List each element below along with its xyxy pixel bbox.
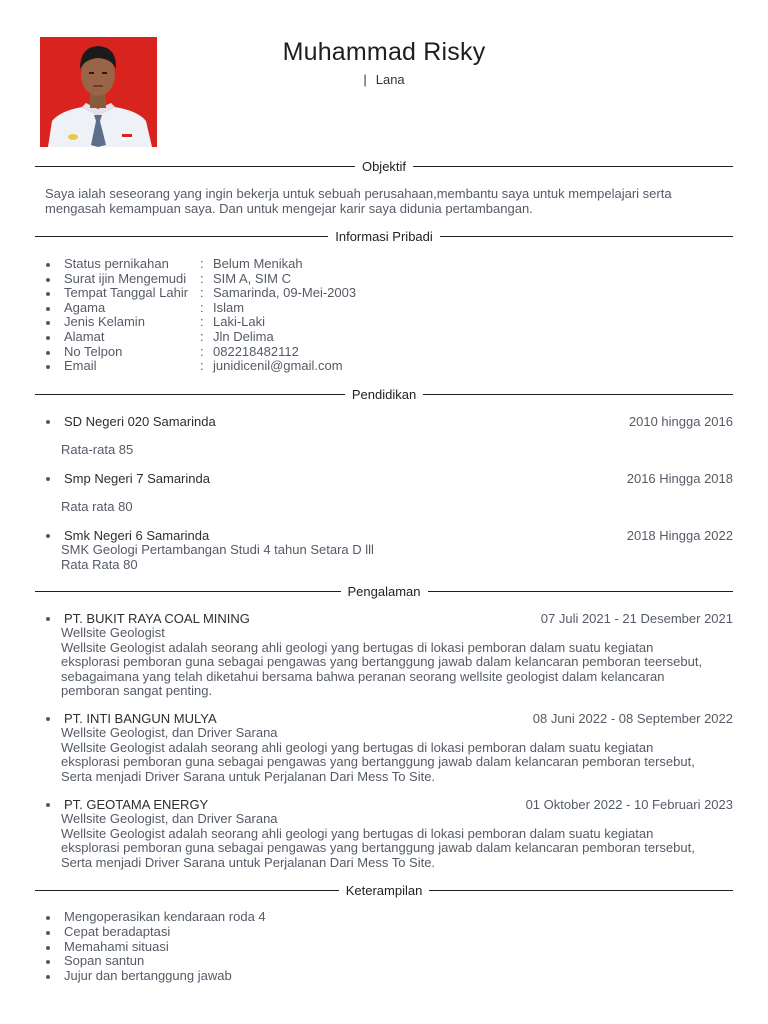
personal-info-list	[45, 257, 356, 374]
skill-item	[45, 940, 266, 955]
info-colon: :	[200, 270, 204, 286]
objective-line: Saya ialah seseorang yang ingin bekerja untuk sebuah perusahaan,membantu saya untuk mempelajari serta	[45, 186, 672, 201]
divider	[35, 166, 355, 167]
info-value: junidicenil@gmail.com	[213, 358, 343, 374]
section-title: Keterampilan	[345, 882, 423, 898]
info-item	[45, 345, 356, 360]
info-item	[45, 257, 356, 272]
info-colon: :	[200, 285, 204, 301]
section-header-personal-info	[35, 228, 733, 244]
divider	[440, 236, 733, 237]
experience-description: eksplorasi pemboran guna sebagai pengawas yang bertanggung jawab dalam kelancaran pemboran teersebut,	[61, 654, 703, 670]
info-item	[45, 301, 356, 316]
school-name: Smk Negeri 6 Samarinda	[64, 528, 210, 543]
bullet	[45, 711, 64, 726]
info-key: Surat ijin Mengemudi	[64, 270, 187, 286]
info-item	[45, 359, 356, 374]
experience-description: eksplorasi pemboran guna sebagai pengawas yang bertanggung jawab dalam kelancaran pemboran tersebut,	[61, 754, 695, 770]
education-period: 2018 Hingga 2022	[626, 528, 733, 543]
skill-label: Mengoperasikan kendaraan roda 4	[64, 909, 266, 924]
info-key: Jenis Kelamin	[64, 314, 145, 330]
education-period: 2010 hingga 2016	[628, 414, 733, 429]
info-key: Agama	[64, 299, 106, 315]
bullet	[45, 315, 64, 330]
company-name: PT. INTI BANGUN MULYA	[64, 711, 217, 726]
experience-entry	[45, 797, 733, 870]
info-value: Laki-Laki	[213, 314, 266, 330]
bullet	[45, 272, 64, 287]
education-detail: Rata rata 80	[61, 499, 133, 514]
experience-description: eksplorasi pemboran guna sebagai pengawas yang bertanggung jawab dalam kelancaran pemboran tersebut,	[61, 840, 695, 856]
bullet	[45, 797, 64, 812]
section-title: Informasi Pribadi	[335, 228, 433, 244]
skill-item	[45, 910, 266, 925]
info-key: Alamat	[64, 328, 105, 344]
experience-role: Wellsite Geologist	[61, 625, 165, 640]
info-key: Status pernikahan	[64, 256, 169, 271]
section-title: Pengalaman	[347, 583, 421, 599]
experience-entry	[45, 711, 733, 784]
skill-item	[45, 969, 266, 984]
section-header-skills	[35, 882, 733, 898]
education-period: 2016 Hingga 2018	[626, 471, 733, 486]
school-name: SD Negeri 020 Samarinda	[64, 414, 216, 429]
info-value: Jln Delima	[213, 328, 274, 344]
experience-period: 01 Oktober 2022 - 10 Februari 2023	[525, 797, 733, 812]
experience-description: Serta menjadi Driver Sarana untuk Perjalanan Dari Mess To Site.	[61, 768, 436, 784]
education-detail: Rata-rata 85	[61, 442, 134, 457]
info-colon: :	[200, 299, 204, 315]
info-key: Email	[64, 358, 97, 374]
info-key: Tempat Tanggal Lahir	[64, 285, 189, 301]
objective-line: mengasah kemampuan saya. Dan untuk mengejar karir saya didunia pertambangan.	[45, 201, 533, 216]
bullet	[45, 330, 64, 345]
divider	[35, 394, 345, 395]
section-header-experience	[35, 583, 733, 599]
school-name: Smp Negeri 7 Samarinda	[64, 471, 210, 486]
bullet	[45, 528, 64, 543]
objective-text	[45, 186, 725, 216]
skill-item	[45, 954, 266, 969]
divider	[423, 394, 733, 395]
experience-entry	[45, 611, 733, 699]
experience-description: pemboran sangat penting.	[61, 683, 213, 699]
divider	[35, 591, 341, 592]
info-item	[45, 315, 356, 330]
info-value: SIM A, SIM C	[213, 270, 292, 286]
skill-label: Jujur dan bertanggung jawab	[64, 968, 232, 984]
experience-role: Wellsite Geologist, dan Driver Sarana	[61, 725, 278, 740]
experience-period: 07 Juli 2021 - 21 Desember 2021	[540, 611, 733, 626]
education-entry	[45, 528, 733, 572]
company-name: PT. BUKIT RAYA COAL MINING	[64, 611, 250, 626]
experience-description: Wellsite Geologist adalah seorang ahli geologi yang bertugas di lokasi pemboran dalam suatu kegiatan	[61, 739, 654, 755]
info-item	[45, 286, 356, 301]
section-header-education	[35, 386, 733, 402]
bullet	[45, 257, 64, 272]
candidate-name: Muhammad Risky	[282, 38, 486, 66]
bullet	[45, 301, 64, 316]
bullet	[45, 359, 64, 374]
info-colon: :	[200, 328, 204, 344]
info-value: Belum Menikah	[213, 256, 303, 271]
divider	[35, 890, 339, 891]
skill-item	[45, 925, 266, 940]
education-entry	[45, 471, 733, 515]
divider	[429, 890, 733, 891]
education-entry	[45, 414, 733, 458]
experience-role: Wellsite Geologist, dan Driver Sarana	[61, 811, 278, 826]
experience-description: Wellsite Geologist adalah seorang ahli geologi yang bertugas di lokasi pemboran dalam suatu kegiatan	[61, 825, 654, 841]
bullet	[45, 414, 64, 429]
info-colon: :	[200, 256, 204, 271]
divider	[428, 591, 734, 592]
info-value: Samarinda, 09-Mei-2003	[213, 285, 357, 301]
skills-list	[45, 910, 266, 984]
bullet	[45, 910, 64, 925]
bullet	[45, 954, 64, 969]
bullet	[45, 345, 64, 360]
education-detail: Rata Rata 80	[61, 556, 138, 572]
info-colon: :	[200, 314, 204, 330]
separator: |	[363, 72, 367, 87]
bullet	[45, 471, 64, 486]
bullet	[45, 969, 64, 984]
section-header-objective	[35, 158, 733, 174]
info-value: Islam	[213, 299, 245, 315]
info-colon: :	[200, 343, 204, 359]
info-value: 082218482112	[213, 343, 299, 359]
experience-period: 08 Juni 2022 - 08 September 2022	[532, 711, 733, 726]
education-detail: SMK Geologi Pertambangan Studi 4 tahun Setara D lll	[61, 542, 374, 557]
info-key: No Telpon	[64, 343, 123, 359]
experience-description: Wellsite Geologist adalah seorang ahli geologi yang bertugas di lokasi pemboran dalam suatu kegiatan	[61, 639, 654, 655]
skill-label: Sopan santun	[64, 953, 145, 969]
info-item	[45, 330, 356, 345]
bullet	[45, 925, 64, 940]
bullet	[45, 286, 64, 301]
section-title: Pendidikan	[351, 386, 417, 402]
divider	[413, 166, 733, 167]
divider	[35, 236, 328, 237]
bullet	[45, 940, 64, 955]
company-name: PT. GEOTAMA ENERGY	[64, 797, 209, 812]
bullet	[45, 611, 64, 626]
info-item	[45, 272, 356, 287]
candidate-nickname: Lana	[375, 72, 405, 87]
info-colon: :	[200, 358, 204, 374]
skill-label: Cepat beradaptasi	[64, 923, 171, 939]
candidate-nickname-line	[0, 72, 768, 87]
experience-description: Serta menjadi Driver Sarana untuk Perjalanan Dari Mess To Site.	[61, 854, 436, 870]
skill-label: Memahami situasi	[64, 938, 169, 954]
experience-description: sebagaimana yang telah diketahui bersama bahwa peranan seorang wellsite geologist dalam kelancaran	[61, 668, 665, 684]
section-title: Objektif	[361, 158, 407, 174]
